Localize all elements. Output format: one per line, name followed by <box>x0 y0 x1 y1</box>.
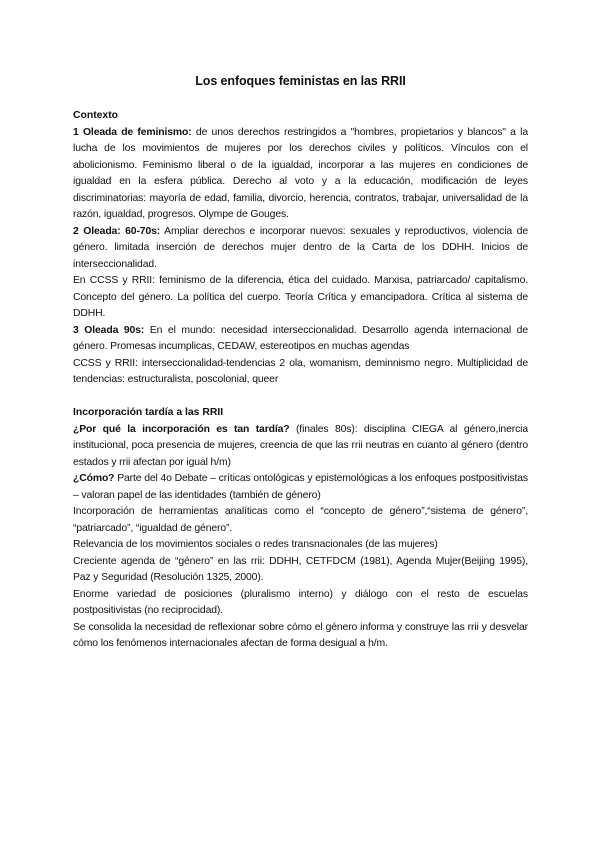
paragraph-segunda-oleada-rrii: En CCSS y RRII: feminismo de la diferencia, ética del cuidado. Marxisa, patriarcado/ capitalismo. Concepto del género. La política del cuerpo. Teoría Crítica y emancipadora. Crítica al sistema de DDHH. <box>73 275 528 319</box>
segunda-oleada-label: 2 Oleada: 60-70s: <box>73 225 161 237</box>
por-que-text: (finales 80s): disciplina CIEGA al género,inercia institucional, poca presencia de mujeres, creencia de que las rrii neutras en cuanto al género (dentro estados y rrii afectan por igual h/m) <box>73 423 528 468</box>
primera-oleada-text: de unos derechos restringidos a "hombres, propietarios y blancos" a la lucha de los movimientos de mujeres por los derechos civiles y políticos. Vínculos con el abolicionismo. Feminismo liberal o de la igualdad, incorporar a las mujeres en condiciones de igualdad en la esfera pública. Derecho al voto y a la educación, modificación de leyes discriminatorias: mayoría de edad, familia, divorcio, herencia, contratos, trabajar, universalidad de la razón, igualdad, progresos. Olympe de Gouges. <box>73 126 528 220</box>
paragraph-tercera-oleada <box>73 323 528 356</box>
section-spacer <box>73 389 528 406</box>
paragraph-como <box>73 471 528 504</box>
section-heading-incorporacion: Incorporación tardía a las RRII <box>73 407 224 418</box>
page-title: Los enfoques feministas en las RRII <box>195 74 406 88</box>
paragraph-primera-oleada <box>73 125 528 224</box>
tercera-oleada-text: En el mundo: necesidad interseccionalidad. Desarrollo agenda internacional de género. Promesas incumplicas, CEDAW, estereotipos en muchas agendas <box>73 324 528 352</box>
paragraph-movimientos: Relevancia de los movimientos sociales o redes transnacionales (de las mujeres) <box>73 539 438 550</box>
paragraph-agenda: Creciente agenda de “género” en las rrii: DDHH, CETFDCM (1981), Agenda Mujer(Beijing 1995), Paz y Seguridad (Resolución 1325, 2000). <box>73 555 528 583</box>
como-text: Parte del 4o Debate – críticas ontológicas y epistemológicas a los enfoques postpositivistas – valoran papel de las identidades (también de género) <box>73 473 528 501</box>
paragraph-herramientas: Incorporación de herramientas analíticas como el “concepto de género”,“sistema de género”, “patriarcado”, “igualdad de género”. <box>73 506 528 534</box>
paragraph-por-que <box>73 422 528 472</box>
paragraph-pluralismo: Enorme variedad de posiciones (pluralismo interno) y diálogo con el resto de escuelas postpositivistas (no reciprocidad). <box>73 588 528 616</box>
paragraph-conclusion: Se consolida la necesidad de reflexionar sobre cómo el género informa y construye las rrii y desvelar cómo los fenómenos internacionales afectan de forma desigual a h/m. <box>73 621 528 649</box>
tercera-oleada-label: 3 Oleada 90s: <box>73 324 145 336</box>
paragraph-tercera-oleada-rrii: CCSS y RRII: interseccionalidad-tendencias 2 ola, womanism, deminnismo negro. Multiplicidad de tendencias: estructuralista, poscolonial, queer <box>73 357 528 385</box>
section-heading-contexto: Contexto <box>73 110 119 121</box>
como-label: ¿Cómo? <box>73 473 115 484</box>
paragraph-segunda-oleada <box>73 224 528 274</box>
primera-oleada-label: 1 Oleada de feminismo: <box>73 126 192 138</box>
por-que-label: ¿Por qué la incorporación es tan tardía? <box>73 423 290 435</box>
segunda-oleada-text: Ampliar derechos e incorporar nuevos: sexuales y reproductivos, violencia de género. limitada inserción de derechos mujer dentro de la Carta de los DDHH. Inicios de interseccionalidad. <box>73 225 528 270</box>
